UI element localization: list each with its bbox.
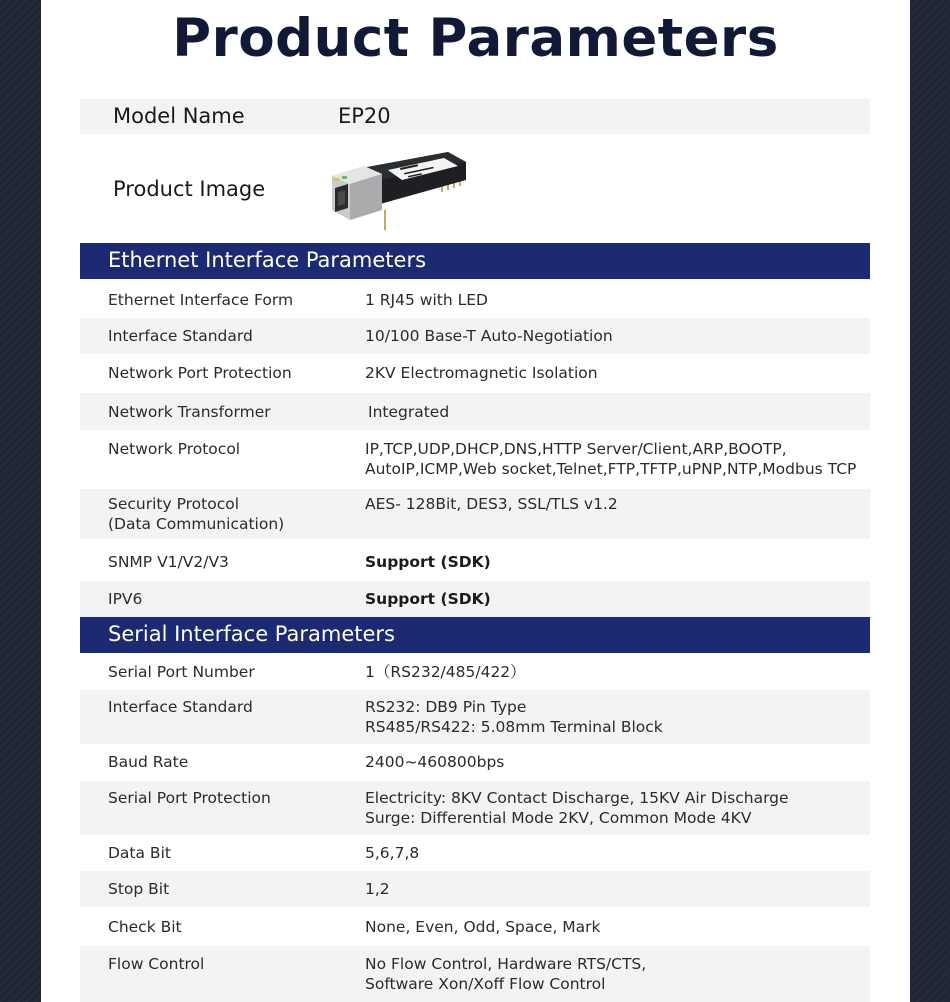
- param-label: Data Bit: [108, 844, 171, 862]
- param-value: 1（RS232/485/422）: [365, 663, 526, 681]
- param-label: Flow Control: [108, 955, 205, 973]
- table-row: [80, 543, 870, 580]
- product-image-row: [80, 139, 870, 239]
- param-label: Security Protocol (Data Communication): [108, 495, 285, 533]
- param-label: Check Bit: [108, 918, 182, 936]
- table-row: [80, 581, 870, 617]
- param-label: Stop Bit: [108, 880, 170, 898]
- param-value: 2KV Electromagnetic Isolation: [365, 364, 598, 382]
- param-value: Support (SDK): [365, 553, 491, 571]
- parameter-sheet: [41, 0, 910, 1002]
- param-value: IP,TCP,UDP,DHCP,DNS,HTTP Server/Client,ARP,BOOTP, AutoIP,ICMP,Web socket,Telnet,FTP,TFTP,uPNP,NTP,Modbus TCP: [365, 440, 857, 478]
- param-label: Serial Port Protection: [108, 789, 271, 807]
- table-row: [80, 908, 870, 946]
- serial-section-title: Serial Interface Parameters: [108, 622, 395, 646]
- serial-section-header: [80, 617, 870, 653]
- product-module-image: [330, 148, 470, 232]
- page-title: Product Parameters: [172, 8, 779, 69]
- param-value: No Flow Control, Hardware RTS/CTS, Software Xon/Xoff Flow Control: [365, 955, 647, 993]
- table-row: [80, 781, 870, 835]
- param-value: 1,2: [365, 880, 390, 898]
- param-label: Network Port Protection: [108, 364, 292, 382]
- ethernet-section-title: Ethernet Interface Parameters: [108, 248, 427, 272]
- param-value: Support (SDK): [365, 590, 491, 608]
- table-row: [80, 946, 870, 1002]
- table-row: [80, 744, 870, 780]
- param-value: 1 RJ45 with LED: [365, 291, 488, 309]
- ethernet-section-header: [80, 243, 870, 279]
- table-row: [80, 393, 870, 430]
- param-label: SNMP V1/V2/V3: [108, 553, 229, 571]
- model-name-label: Model Name: [113, 104, 245, 128]
- param-value: AES- 128Bit, DES3, SSL/TLS v1.2: [365, 495, 618, 513]
- product-image-label: Product Image: [113, 177, 266, 201]
- table-row: [80, 690, 870, 744]
- table-row: [80, 654, 870, 690]
- table-row: [80, 835, 870, 871]
- param-value: None, Even, Odd, Space, Mark: [365, 918, 601, 936]
- model-name-row: [80, 99, 870, 134]
- param-label: Network Transformer: [108, 403, 271, 421]
- param-label: Ethernet Interface Form: [108, 291, 294, 309]
- table-row: [80, 431, 870, 488]
- model-name-value: EP20: [338, 104, 391, 128]
- param-label: Interface Standard: [108, 327, 253, 345]
- param-label: Interface Standard: [108, 698, 253, 716]
- param-value: Electricity: 8KV Contact Discharge, 15KV Air Discharge Surge: Differential Mode 2KV, Common Mode 4KV: [365, 789, 789, 827]
- param-value: 5,6,7,8: [365, 844, 420, 862]
- table-row: [80, 318, 870, 354]
- table-row: [80, 281, 870, 317]
- param-label: Baud Rate: [108, 753, 189, 771]
- table-row: [80, 355, 870, 392]
- param-value: Integrated: [368, 403, 450, 421]
- table-row: [80, 489, 870, 539]
- param-value: RS232: DB9 Pin Type RS485/RS422: 5.08mm Terminal Block: [365, 698, 663, 736]
- table-row: [80, 871, 870, 907]
- param-value: 2400~460800bps: [365, 753, 505, 771]
- param-label: Network Protocol: [108, 440, 241, 458]
- param-value: 10/100 Base-T Auto-Negotiation: [365, 327, 613, 345]
- param-label: IPV6: [108, 590, 143, 608]
- param-label: Serial Port Number: [108, 663, 255, 681]
